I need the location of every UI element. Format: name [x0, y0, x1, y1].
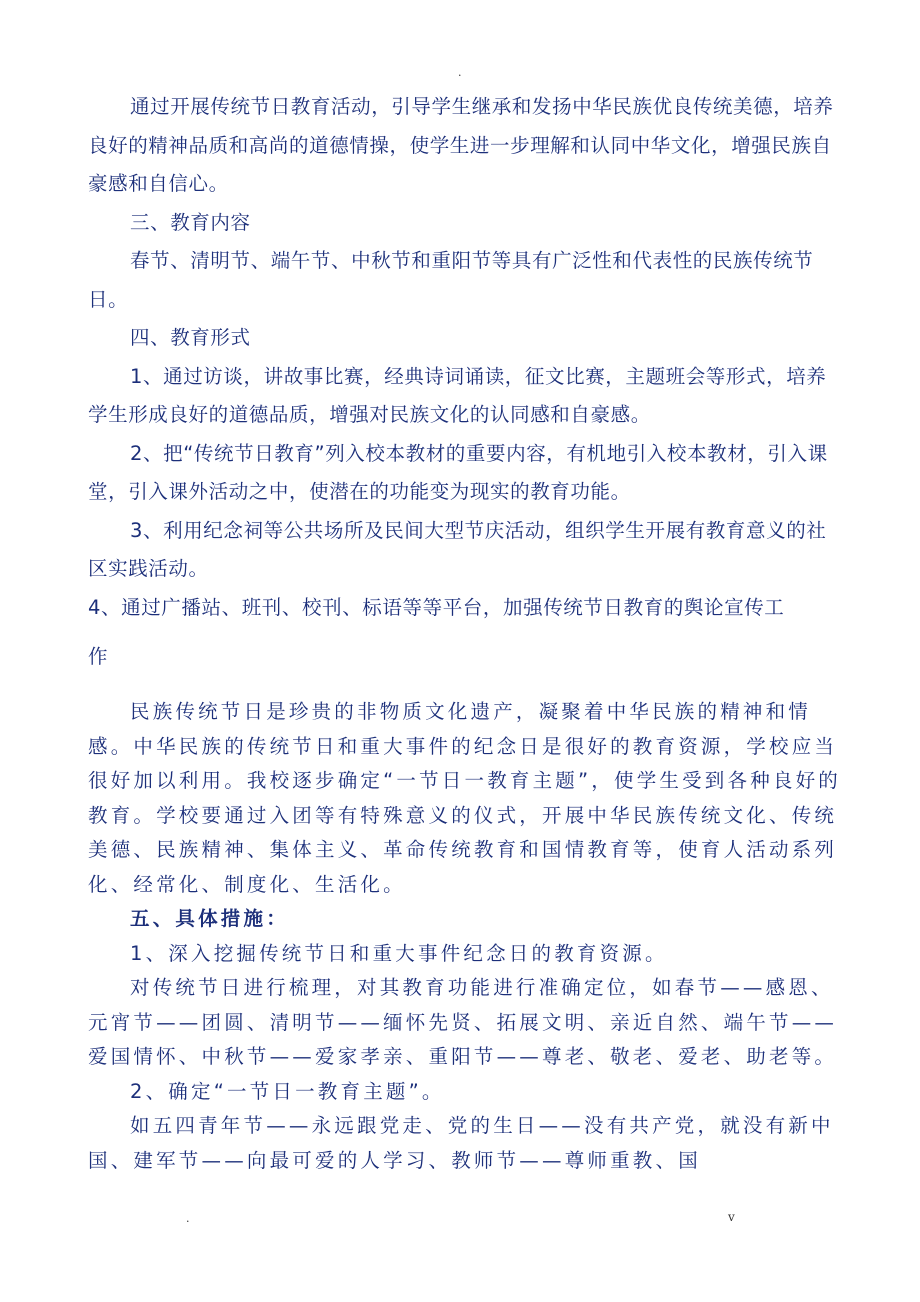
footer-mark-left: .	[186, 1212, 190, 1225]
paragraph-heritage: 民族传统节日是珍贵的非物质文化遗产，凝聚着中华民族的精神和情感。中华民族的传统节日和重大事件的纪念日是很好的教育资源，学校应当很好加以利用。我校逐步确定“一节日一教育主题”，使学生受到各种良好的教育。学校要通过入团等有特殊意义的仪式，开展中华民族传统文化、传统美德、民族精神、集体主义、革命传统教育和国情教育等，使育人活动系列化、经常化、制度化、生活化。	[88, 700, 842, 896]
list-item-form-4: 4、通过广播站、班刊、校刊、标语等等平台，加强传统节日教育的舆论宣传工	[88, 595, 785, 619]
heading-specific-measures: 五、具体措施：	[130, 907, 289, 930]
paragraph-purpose: 通过开展传统节日教育活动，引导学生继承和发扬中华民族优良传统美德，培养良好的精神品质和高尚的道德情操，使学生进一步理解和认同中华文化，增强民族自豪感和自信心。	[88, 95, 834, 195]
list-item-form-2: 2、把“传统节日教育”列入校本教材的重要内容，有机地引入校本教材，引入课堂，引入课外活动之中，使潜在的功能变为现实的教育功能。	[88, 441, 828, 503]
list-item-form-4-continued: 作	[88, 645, 109, 668]
section-measures	[88, 695, 842, 1178]
list-item-measure-2: 2、确定“一节日一教育主题”。	[130, 1079, 445, 1103]
footer-mark-right: v	[728, 1210, 735, 1224]
list-item-form-3: 3、利用纪念祠等公共场所及民间大型节庆活动，组织学生开展有教育意义的社区实践活动。	[88, 518, 827, 580]
section-goals-and-forms	[88, 88, 842, 685]
list-item-measure-1: 1、深入挖掘传统节日和重大事件纪念日的教育资源。	[130, 941, 668, 965]
heading-education-content: 三、教育内容	[130, 210, 251, 234]
list-item-form-1: 1、通过访谈，讲故事比赛，经典诗词诵读，征文比赛，主题班会等形式，培养学生形成良好的道德品质，增强对民族文化的认同感和自豪感。	[88, 364, 827, 426]
paragraph-measure-1-detail: 对传统节日进行梳理，对其教育功能进行准确定位，如春节——感恩、元宵节——团圆、清明节——缅怀先贤、拓展文明、亲近自然、端午节——爱国情怀、中秋节——爱家孝亲、重阳节——尊老、敬老、爱老、助老等。	[88, 976, 838, 1068]
header-mark: .	[458, 66, 462, 79]
paragraph-festivals: 春节、清明节、端午节、中秋节和重阳节等具有广泛性和代表性的民族传统节日。	[88, 249, 814, 311]
heading-education-form: 四、教育形式	[130, 326, 251, 349]
paragraph-measure-2-detail: 如五四青年节——永远跟党走、党的生日——没有共产党，就没有新中国、建军节——向最可爱的人学习、教师节——尊师重教、国	[88, 1114, 834, 1172]
